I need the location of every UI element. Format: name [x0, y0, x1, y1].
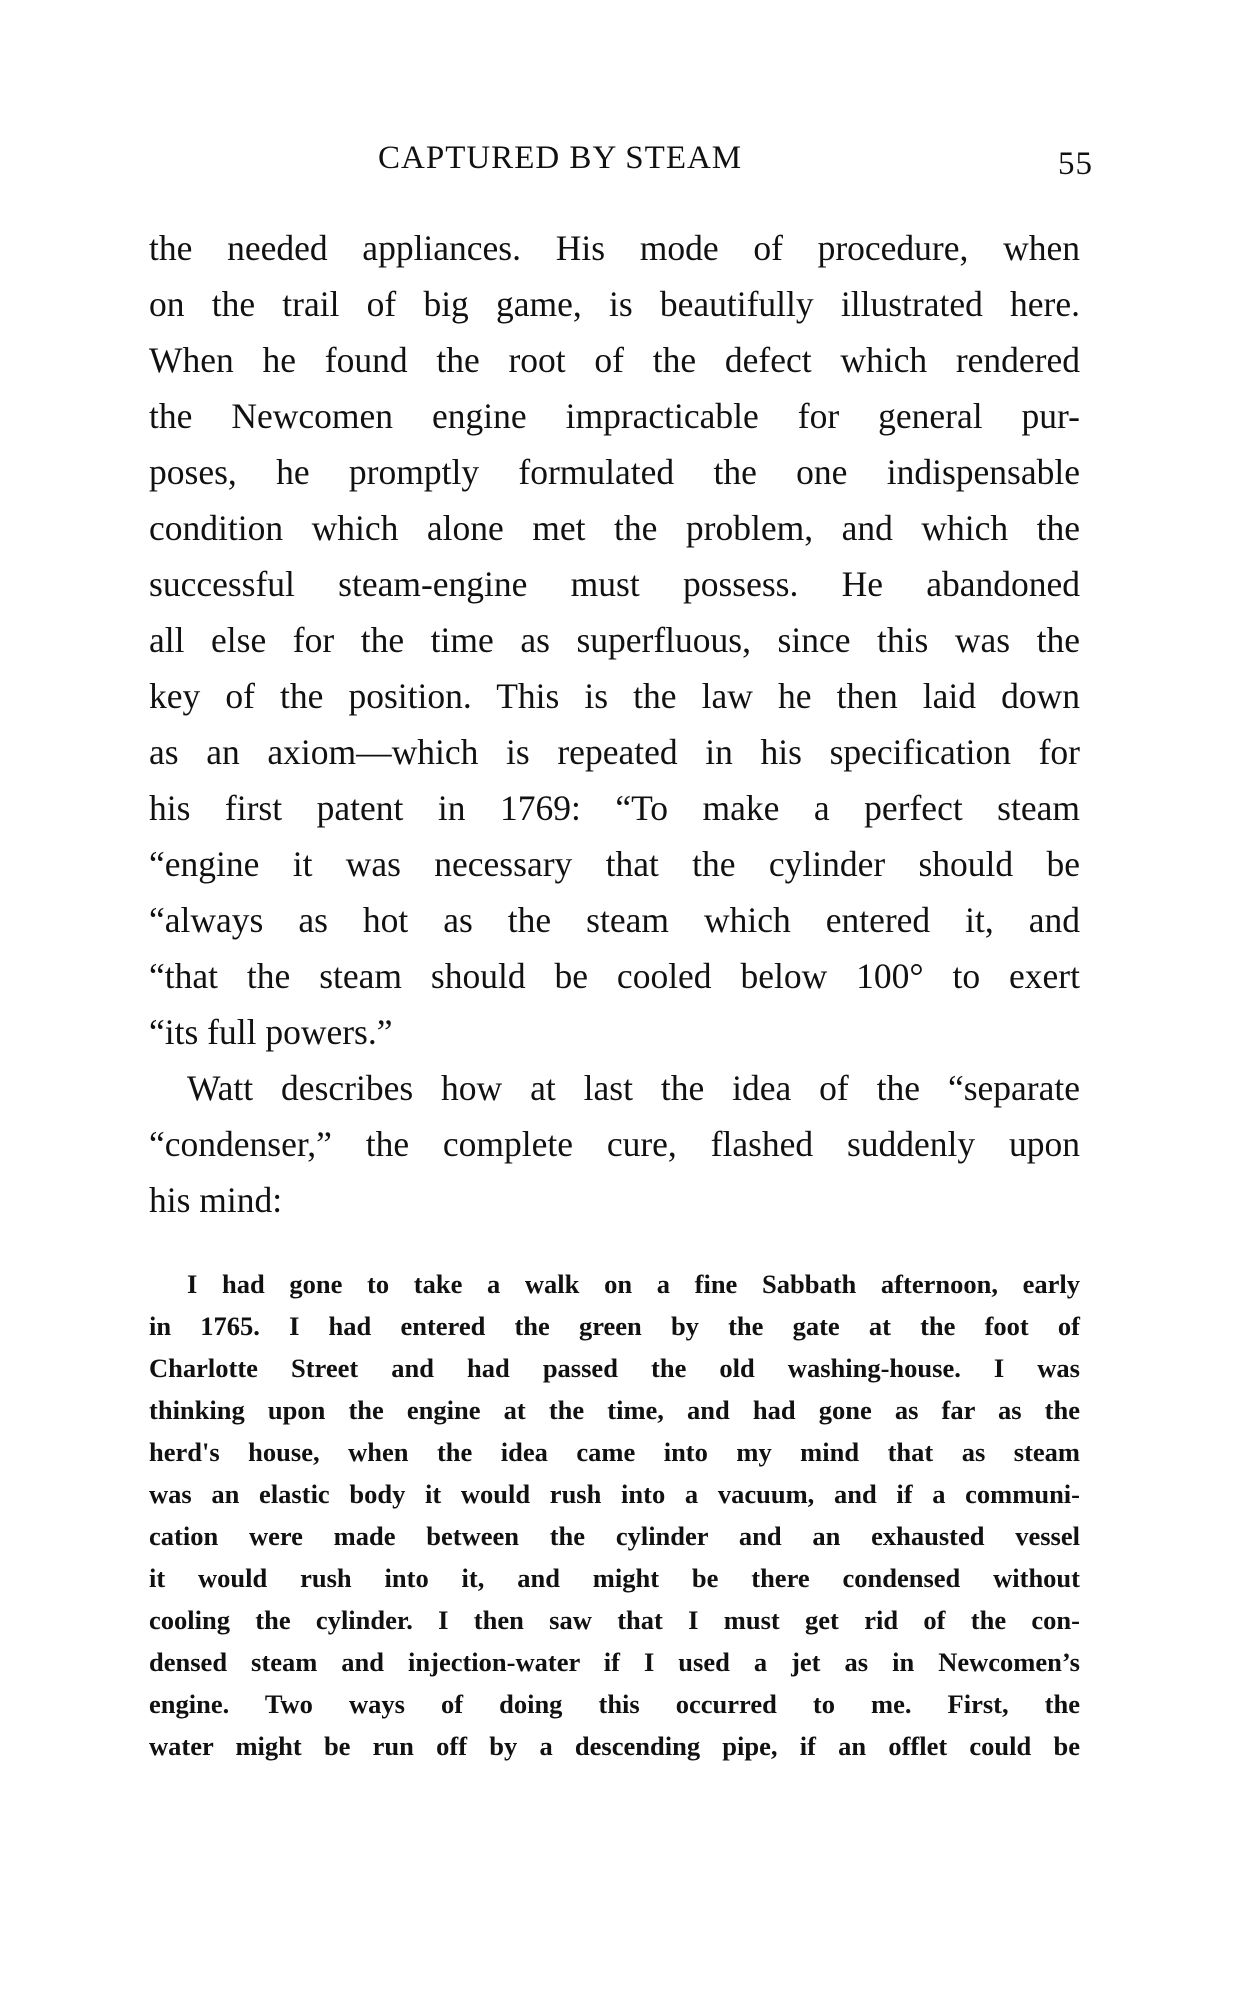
body-line: his first patent in 1769: “To make a perfect steam: [149, 788, 1080, 828]
quote-line: cation were made between the cylinder and an exhausted vessel: [149, 1521, 1080, 1551]
body-line: as an axiom—which is repeated in his specification for: [149, 732, 1080, 772]
quote-line: engine. Two ways of doing this occurred to me. First, the: [149, 1689, 1080, 1719]
body-line: key of the position. This is the law he then laid down: [149, 676, 1080, 716]
body-line: all else for the time as superfluous, since this was the: [149, 620, 1080, 660]
quote-line: water might be run off by a descending pipe, if an offlet could be: [149, 1731, 1080, 1761]
body-line: condition which alone met the problem, and which the: [149, 508, 1080, 548]
body-line: the needed appliances. His mode of procedure, when: [149, 228, 1080, 268]
body-line: his mind:: [149, 1180, 283, 1220]
body-line: poses, he promptly formulated the one indispensable: [149, 452, 1080, 492]
quote-line: thinking upon the engine at the time, and had gone as far as the: [149, 1395, 1080, 1425]
quote-line: was an elastic body it would rush into a vacuum, and if a communi-: [149, 1479, 1080, 1509]
body-line: the Newcomen engine impracticable for general pur-: [149, 396, 1080, 436]
quote-line: it would rush into it, and might be there condensed without: [149, 1563, 1080, 1593]
quote-line: Charlotte Street and had passed the old washing-house. I was: [149, 1353, 1080, 1383]
page-number: 55: [1058, 146, 1093, 182]
quote-line: I had gone to take a walk on a fine Sabbath afternoon, early: [187, 1269, 1080, 1299]
body-line: “its full powers.”: [149, 1012, 393, 1052]
body-line: “condenser,” the complete cure, flashed suddenly upon: [149, 1124, 1080, 1164]
quote-line: in 1765. I had entered the green by the gate at the foot of: [149, 1311, 1080, 1341]
quote-line: densed steam and injection-water if I used a jet as in Newcomen’s: [149, 1647, 1080, 1677]
body-line: on the trail of big game, is beautifully illustrated here.: [149, 284, 1080, 324]
quote-line: herd's house, when the idea came into my mind that as steam: [149, 1437, 1080, 1467]
body-line: When he found the root of the defect which rendered: [149, 340, 1080, 380]
body-line: Watt describes how at last the idea of the “separate: [187, 1068, 1080, 1108]
body-line: successful steam-engine must possess. He abandoned: [149, 564, 1080, 604]
body-line: “that the steam should be cooled below 100° to exert: [149, 956, 1080, 996]
running-head-title: CAPTURED BY STEAM: [378, 140, 743, 176]
body-line: “always as hot as the steam which entered it, and: [149, 900, 1080, 940]
body-line: “engine it was necessary that the cylinder should be: [149, 844, 1080, 884]
quote-line: cooling the cylinder. I then saw that I must get rid of the con-: [149, 1605, 1080, 1635]
